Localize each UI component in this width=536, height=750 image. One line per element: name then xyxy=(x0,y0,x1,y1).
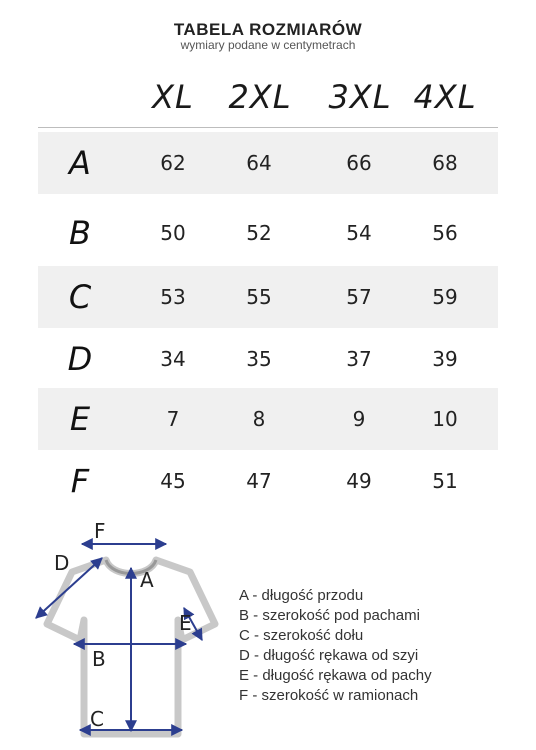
table-cell: 45 xyxy=(160,469,186,493)
diagram-label-a: A xyxy=(140,568,154,592)
row-label: E xyxy=(69,400,91,438)
table-cell: 64 xyxy=(246,151,272,175)
table-cell: 55 xyxy=(246,285,272,309)
table-cell: 59 xyxy=(432,285,458,309)
table-cell: 57 xyxy=(346,285,372,309)
legend-item-e: E - długość rękawa od pachy xyxy=(239,667,432,684)
diagram-label-d: D xyxy=(54,551,70,575)
legend-item-b: B - szerokość pod pachami xyxy=(239,607,420,624)
table-cell: 54 xyxy=(346,221,372,245)
table-cell: 50 xyxy=(160,221,186,245)
table-cell: 68 xyxy=(432,151,458,175)
page-subtitle: wymiary podane w centymetrach xyxy=(180,38,356,52)
tshirt-measurement-diagram xyxy=(20,512,230,744)
diagram-label-f: F xyxy=(94,519,106,543)
table-cell: 62 xyxy=(160,151,186,175)
table-cell: 49 xyxy=(346,469,372,493)
table-row xyxy=(38,266,498,328)
table-cell: 53 xyxy=(160,285,186,309)
table-row xyxy=(38,450,498,512)
table-cell: 35 xyxy=(246,347,272,371)
row-label: C xyxy=(68,278,92,316)
table-cell: 37 xyxy=(346,347,372,371)
table-cell: 10 xyxy=(432,407,458,431)
table-cell: 9 xyxy=(352,407,366,431)
table-cell: 47 xyxy=(246,469,272,493)
legend-item-a: A - długość przodu xyxy=(239,587,364,604)
column-header-xl: XL xyxy=(152,78,194,116)
diagram-label-c: C xyxy=(90,707,104,731)
row-label: A xyxy=(69,144,91,182)
diagram-label-e: E xyxy=(179,611,192,635)
table-cell: 8 xyxy=(252,407,266,431)
legend-item-c: C - szerokość dołu xyxy=(239,627,364,644)
table-row xyxy=(38,202,498,264)
diagram-label-b: B xyxy=(92,647,106,671)
table-cell: 66 xyxy=(346,151,372,175)
measurement-legend xyxy=(239,586,432,706)
column-header-4xl: 4XL xyxy=(413,78,477,116)
legend-item-f: F - szerokość w ramionach xyxy=(239,687,419,704)
row-label: B xyxy=(69,214,91,252)
table-top-divider xyxy=(38,127,498,128)
table-cell: 7 xyxy=(166,407,180,431)
table-row xyxy=(38,328,498,390)
table-row xyxy=(38,388,498,450)
table-cell: 34 xyxy=(160,347,186,371)
page-title: TABELA ROZMIARÓW xyxy=(173,20,363,39)
table-cell: 51 xyxy=(432,469,458,493)
row-label: D xyxy=(67,340,93,378)
column-header-2xl: 2XL xyxy=(228,78,292,116)
row-label: F xyxy=(70,462,90,500)
legend-item-d: D - długość rękawa od szyi xyxy=(239,647,419,664)
table-cell: 56 xyxy=(432,221,458,245)
table-row xyxy=(38,132,498,194)
column-header-3xl: 3XL xyxy=(328,78,392,116)
table-cell: 52 xyxy=(246,221,272,245)
table-cell: 39 xyxy=(432,347,458,371)
